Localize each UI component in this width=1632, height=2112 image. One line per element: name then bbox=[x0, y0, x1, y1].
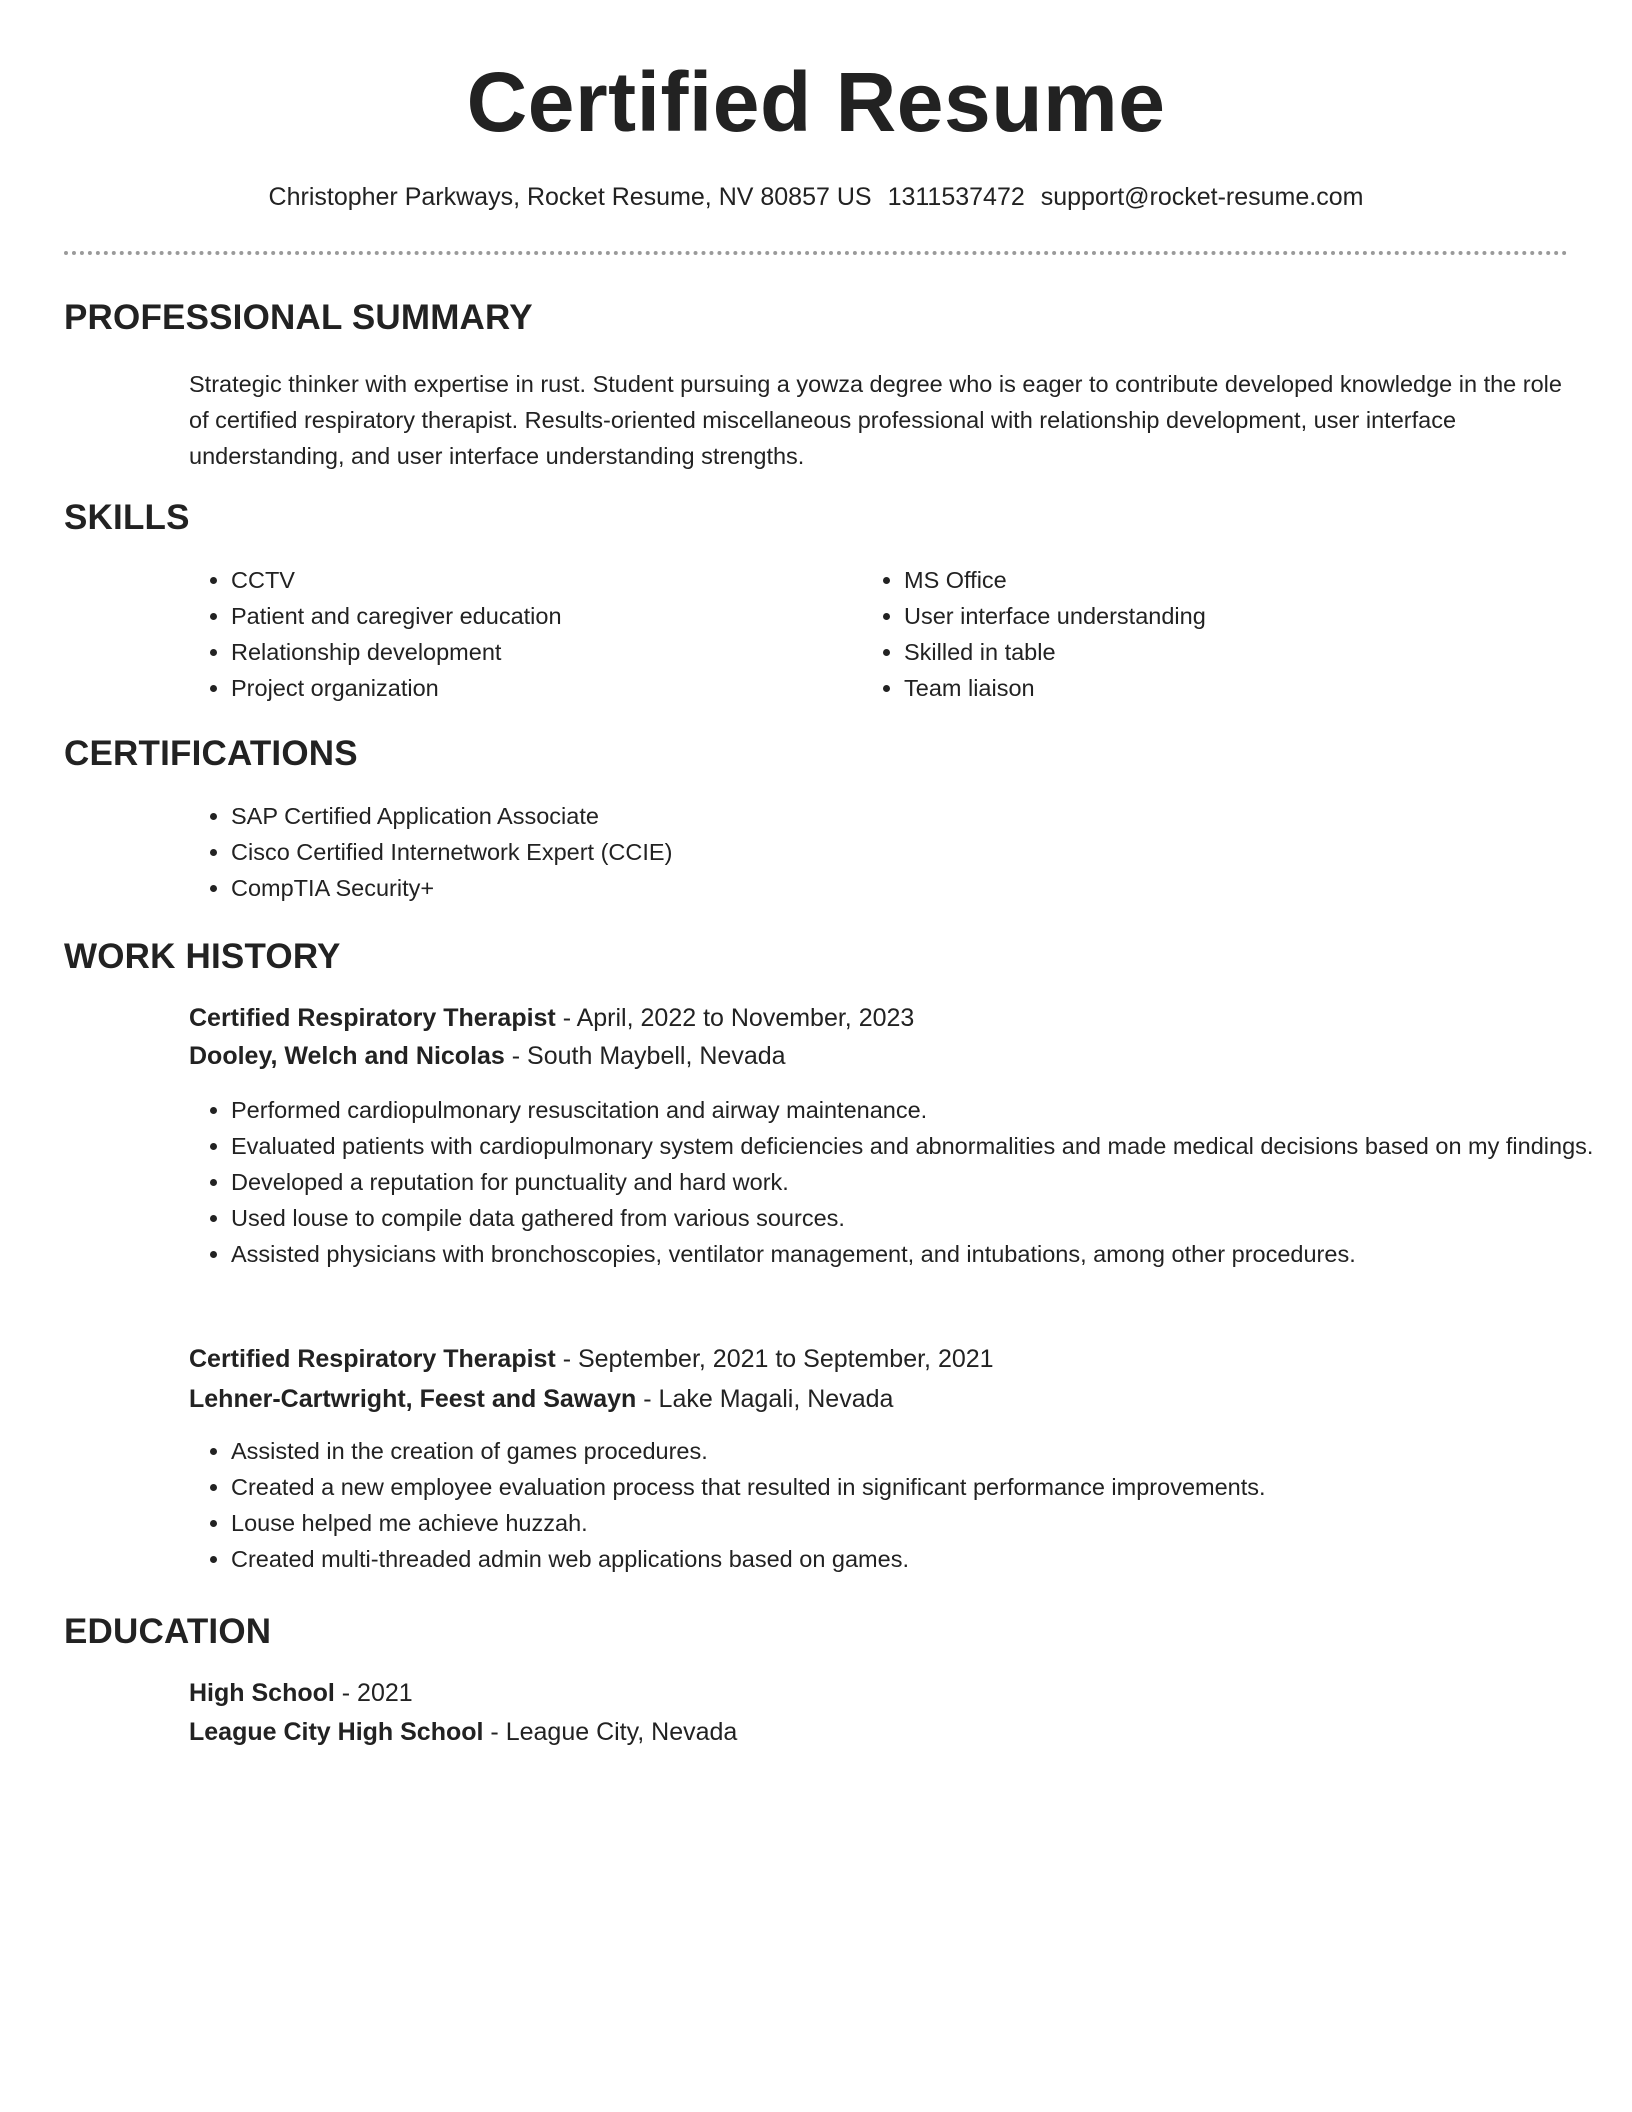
job-company: Lehner-Cartwright, Feest and Sawayn bbox=[189, 1385, 637, 1413]
skills-list-left bbox=[187, 562, 851, 706]
list-item: • Team liaison bbox=[904, 670, 1524, 706]
list-item: • Louse helped me achieve huzzah. bbox=[231, 1505, 1613, 1541]
education-school-line bbox=[189, 1714, 737, 1750]
job-dates: - September, 2021 to September, 2021 bbox=[555, 1345, 994, 1373]
list-item: • SAP Certified Application Associate bbox=[231, 798, 1531, 834]
job-bullets bbox=[187, 1092, 1613, 1272]
section-heading-certifications: CERTIFICATIONS bbox=[64, 734, 358, 773]
header-divider bbox=[64, 251, 1568, 255]
list-item: • User interface understanding bbox=[904, 598, 1524, 634]
certifications-list bbox=[187, 798, 1531, 906]
job-dates: - April, 2022 to November, 2023 bbox=[555, 1004, 915, 1032]
job-title: Certified Respiratory Therapist bbox=[189, 1345, 556, 1373]
list-item: • Project organization bbox=[231, 670, 851, 706]
list-item: • Skilled in table bbox=[904, 634, 1524, 670]
skills-list-right bbox=[860, 562, 1524, 706]
list-item: • MS Office bbox=[904, 562, 1524, 598]
contact-address: Christopher Parkways, Rocket Resume, NV 80857 US bbox=[268, 183, 872, 211]
list-item: • CompTIA Security+ bbox=[231, 870, 1531, 906]
list-item: • Relationship development bbox=[231, 634, 851, 670]
education-location: - League City, Nevada bbox=[483, 1718, 738, 1746]
job-title-line bbox=[189, 1000, 914, 1036]
education-degree-line bbox=[189, 1675, 413, 1711]
education-year: - 2021 bbox=[334, 1679, 413, 1707]
job-title-line bbox=[189, 1341, 994, 1377]
section-heading-education: EDUCATION bbox=[64, 1612, 272, 1651]
job-company-line bbox=[189, 1381, 893, 1417]
list-item: • Assisted in the creation of games procedures. bbox=[231, 1433, 1613, 1469]
education-degree: High School bbox=[189, 1679, 335, 1707]
job-title: Certified Respiratory Therapist bbox=[189, 1004, 556, 1032]
job-company: Dooley, Welch and Nicolas bbox=[189, 1042, 505, 1070]
list-item: • Assisted physicians with bronchoscopies, ventilator management, and intubations, among other procedures. bbox=[231, 1236, 1613, 1272]
list-item: • Used louse to compile data gathered from various sources. bbox=[231, 1200, 1613, 1236]
list-item: • Evaluated patients with cardiopulmonary system deficiencies and abnormalities and made medical decisions based on my findings. bbox=[231, 1128, 1613, 1164]
education-school: League City High School bbox=[189, 1718, 484, 1746]
job-location: - South Maybell, Nevada bbox=[504, 1042, 786, 1070]
list-item: • Created a new employee evaluation process that resulted in significant performance improvements. bbox=[231, 1469, 1613, 1505]
list-item: • Performed cardiopulmonary resuscitation and airway maintenance. bbox=[231, 1092, 1613, 1128]
section-heading-summary: PROFESSIONAL SUMMARY bbox=[64, 298, 533, 337]
job-location: - Lake Magali, Nevada bbox=[636, 1385, 894, 1413]
section-heading-work-history: WORK HISTORY bbox=[64, 937, 341, 976]
list-item: • Developed a reputation for punctuality and hard work. bbox=[231, 1164, 1613, 1200]
list-item: • Cisco Certified Internetwork Expert (CCIE) bbox=[231, 834, 1531, 870]
job-bullets bbox=[187, 1433, 1613, 1577]
list-item: • CCTV bbox=[231, 562, 851, 598]
contact-phone: 1311537472 bbox=[887, 183, 1025, 211]
list-item: • Created multi-threaded admin web applications based on games. bbox=[231, 1541, 1613, 1577]
contact-email: support@rocket-resume.com bbox=[1040, 183, 1364, 211]
section-heading-skills: SKILLS bbox=[64, 498, 190, 537]
summary-text: Strategic thinker with expertise in rust. Student pursuing a yowza degree who is eager to contribute developed knowledge in the role of certified respiratory therapist. Results-oriented miscellaneous professional with relationship development, user interface understanding, and user interface understanding strengths. bbox=[189, 371, 1562, 469]
contact-line bbox=[0, 180, 1632, 214]
job-company-line bbox=[189, 1038, 786, 1074]
resume-title: Certified Resume bbox=[466, 55, 1166, 149]
list-item: • Patient and caregiver education bbox=[231, 598, 851, 634]
